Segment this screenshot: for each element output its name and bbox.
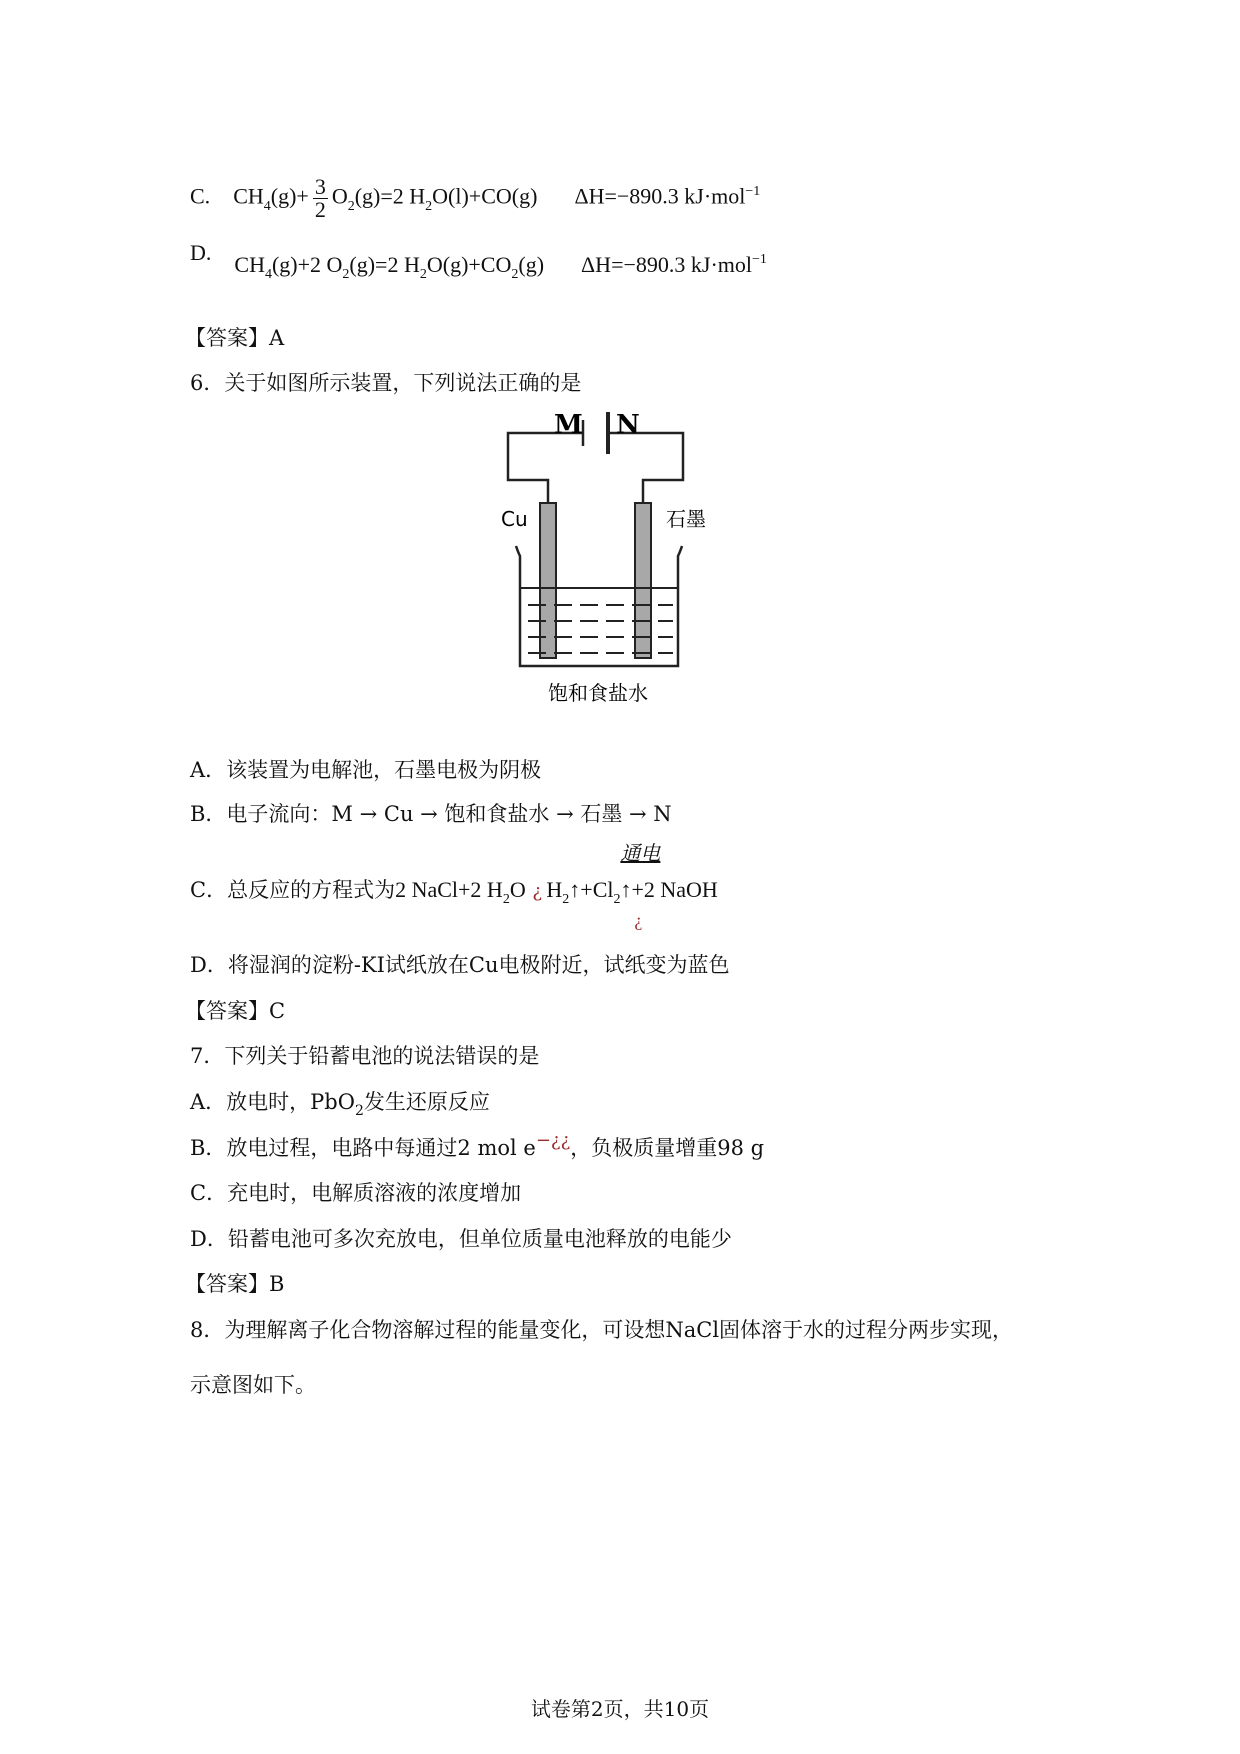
option-label: C. <box>190 183 211 209</box>
q6-stem: 6．关于如图所示装置，下列说法正确的是 <box>190 371 582 395</box>
label-cu: Cu <box>501 507 528 531</box>
q7-option-c: C．充电时，电解质溶液的浓度增加 <box>190 1181 522 1205</box>
q7-answer: 【答案】B <box>185 1272 285 1296</box>
q6-option-a: A．该装置为电解池，石墨电极为阴极 <box>190 758 542 782</box>
label-graphite: 石墨 <box>666 507 706 531</box>
q7-option-d: D．铅蓄电池可多次充放电，但单位质量电池释放的电能少 <box>190 1227 732 1251</box>
q6-option-b: B．电子流向：M → Cu → 饱和食盐水 → 石墨 → N <box>190 802 672 826</box>
glitch-char-below: ¿ <box>634 910 643 930</box>
fraction: $\frac{3}{2}$ <box>314 174 326 222</box>
right-wire <box>608 433 683 503</box>
electrolysis-apparatus-figure <box>488 408 743 713</box>
q6-answer: 【答案】C <box>185 999 286 1023</box>
q7-stem: 7．下列关于铅蓄电池的说法错误的是 <box>190 1044 540 1068</box>
q5-option-c: C. $CH_4(g)+$ $\frac{3}{2}$ $O_2(g)=2$ $H_2O(l)+CO(g)$ ΔH=−890.3 kJ·mol$^{-1}$ <box>190 174 761 222</box>
q8-stem-line2: 示意图如下。 <box>190 1373 316 1397</box>
q6-option-d: D．将湿润的淀粉-KI试纸放在Cu电极附近，试纸变为蓝色 <box>190 953 730 977</box>
q6-option-c: C．总反应的方程式为2 NaCl+2 $H_2O$ ¿ $H_2↑+Cl_2↑+2$ NaOH 通电 ¿ <box>190 875 718 909</box>
enthalpy: ΔH=−890.3 kJ·mol <box>574 183 746 209</box>
glitch-char: ¿ <box>532 881 543 902</box>
label-n: N <box>616 410 640 440</box>
q7-option-a: A．放电时，PbO$_2$发生还原反应 <box>190 1090 490 1119</box>
page-footer: 试卷第2页，共10页 <box>530 1697 710 1721</box>
enthalpy: ΔH=−890.3 kJ·mol <box>581 252 752 277</box>
cu-electrode <box>540 503 556 658</box>
left-wire <box>508 433 583 503</box>
graphite-electrode <box>635 503 651 658</box>
q8-stem-line1: 8．为理解离子化合物溶解过程的能量变化，可设想NaCl固体溶于水的过程分两步实现， <box>190 1318 1014 1342</box>
q5-answer: 【答案】A <box>185 326 285 350</box>
option-label: D. <box>190 240 212 265</box>
label-solution: 饱和食盐水 <box>548 681 648 705</box>
q5-option-d: D. $CH_4(g)+2$ $O_2(g)=2$ $H_2O(g)+CO_2(g)$ ΔH=−890.3 kJ·mol$^{-1}$ <box>190 240 767 282</box>
label-m: M <box>554 410 583 440</box>
reaction-condition: 通电 <box>620 843 661 865</box>
q7-option-b: B．放电过程，电路中每通过2 mol e−¿¿，负极质量增重98 g <box>190 1130 765 1160</box>
